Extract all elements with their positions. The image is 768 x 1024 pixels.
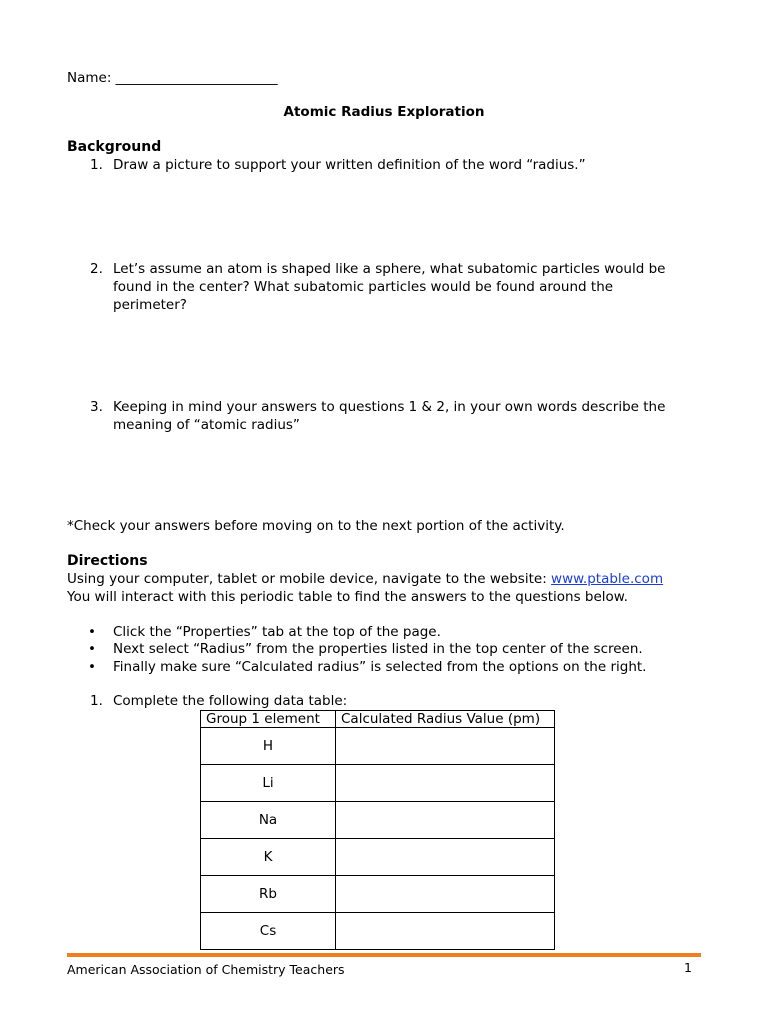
- column-header-radius: Calculated Radius Value (pm): [336, 711, 555, 728]
- question-number: 1.: [90, 157, 103, 173]
- question-number: 2.: [90, 261, 103, 277]
- table-header-row: [201, 711, 555, 728]
- column-header-element: Group 1 element: [201, 711, 336, 728]
- directions-line-2: You will interact with this periodic table to find the answers to the questions below.: [67, 589, 628, 605]
- table-row: [201, 728, 555, 765]
- radius-input-cell[interactable]: [336, 913, 555, 950]
- bullet-icon: •: [88, 641, 96, 657]
- radius-input-cell[interactable]: [336, 765, 555, 802]
- bullet-text: Next select “Radius” from the properties listed in the top center of the screen.: [113, 641, 643, 657]
- radius-input-cell[interactable]: [336, 839, 555, 876]
- bullet-text: Finally make sure “Calculated radius” is selected from the options on the right.: [113, 659, 647, 675]
- radius-input-cell[interactable]: [336, 728, 555, 765]
- page-number: 1: [684, 960, 692, 975]
- element-cell: Li: [201, 765, 336, 802]
- footer-organization: American Association of Chemistry Teachers: [67, 962, 345, 977]
- table-row: [201, 839, 555, 876]
- element-cell: Na: [201, 802, 336, 839]
- task-number: 1.: [90, 693, 103, 709]
- element-cell: K: [201, 839, 336, 876]
- radius-input-cell[interactable]: [336, 876, 555, 913]
- ptable-link[interactable]: www.ptable.com: [551, 571, 664, 587]
- element-cell: Rb: [201, 876, 336, 913]
- radius-input-cell[interactable]: [336, 802, 555, 839]
- table-row: [201, 802, 555, 839]
- name-field-label: Name: ________________________: [67, 70, 278, 86]
- table-row: [201, 876, 555, 913]
- table-row: [201, 913, 555, 950]
- directions-text: Using your computer, tablet or mobile device, navigate to the website:: [67, 571, 552, 587]
- element-cell: H: [201, 728, 336, 765]
- page-title: Atomic Radius Exploration: [283, 104, 485, 120]
- background-heading: Background: [67, 139, 162, 155]
- check-answers-note: *Check your answers before moving on to the next portion of the activity.: [67, 518, 565, 534]
- bullet-text: Click the “Properties” tab at the top of the page.: [113, 624, 441, 640]
- question-text: Keeping in mind your answers to questions 1 & 2, in your own words describe the meaning of “atomic radius”: [113, 399, 666, 433]
- footer-divider: [67, 953, 701, 957]
- question-text: Draw a picture to support your written definition of the word “radius.”: [113, 157, 586, 173]
- bullet-icon: •: [88, 659, 96, 675]
- question-number: 3.: [90, 399, 103, 415]
- table-row: [201, 765, 555, 802]
- question-text: Let’s assume an atom is shaped like a sphere, what subatomic particles would be found in the center? What subatomic particles would be found around the perimeter?: [113, 261, 666, 313]
- directions-heading: Directions: [67, 553, 148, 569]
- element-cell: Cs: [201, 913, 336, 950]
- task-text: Complete the following data table:: [113, 693, 348, 709]
- directions-line-1: [67, 571, 663, 587]
- data-table: [200, 710, 555, 950]
- bullet-icon: •: [88, 624, 96, 640]
